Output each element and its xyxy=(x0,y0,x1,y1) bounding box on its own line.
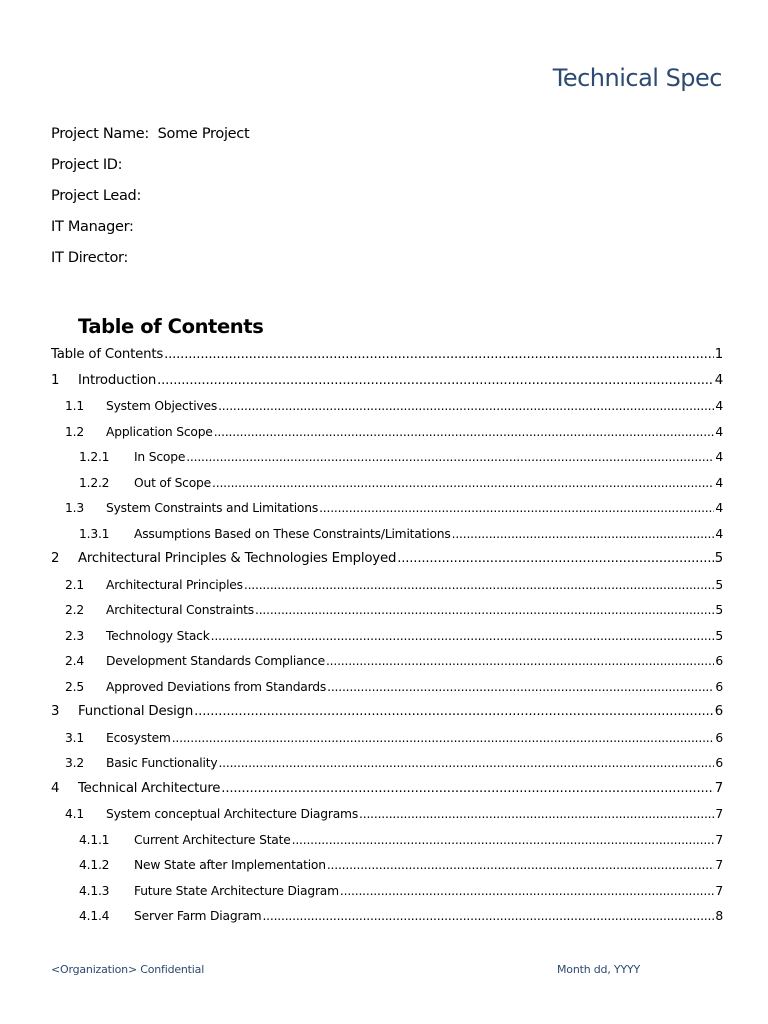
toc-entry-number: 3 xyxy=(51,704,60,719)
toc-entry-page: 8 xyxy=(715,909,723,923)
toc-entry-page: 7 xyxy=(715,858,723,872)
toc-entry[interactable] xyxy=(51,626,723,652)
toc-dot-leader xyxy=(212,473,714,493)
toc-entry-number: 4.1.1 xyxy=(79,832,110,847)
toc-entry-title: Future State Architecture Diagram xyxy=(134,881,340,901)
toc-entry-page: 4 xyxy=(715,475,723,490)
toc-dot-leader xyxy=(326,651,714,671)
toc-dot-leader xyxy=(319,498,714,518)
toc-dot-leader xyxy=(221,779,713,799)
toc-entry-number: 1.2 xyxy=(65,424,84,439)
toc-entry[interactable] xyxy=(51,779,723,805)
toc-entry-number: 4.1 xyxy=(65,807,84,821)
toc-entry-title: Introduction xyxy=(78,371,157,391)
toc-entry-number: 4.1.4 xyxy=(79,909,110,923)
toc-dot-leader xyxy=(194,702,714,722)
toc-entry-title: In Scope xyxy=(134,447,186,467)
toc-entry-line xyxy=(134,855,723,875)
toc-entry[interactable] xyxy=(51,371,723,397)
toc-entry[interactable] xyxy=(51,447,723,473)
footer-confidential: <Organization> Confidential xyxy=(51,963,205,976)
toc-dot-leader xyxy=(340,881,714,901)
toc-entry-title: System conceptual Architecture Diagrams xyxy=(106,804,359,824)
toc-entry[interactable] xyxy=(51,906,723,932)
toc-entry-page: 6 xyxy=(715,756,723,770)
toc-entry-title: Basic Functionality xyxy=(106,753,218,773)
toc-entry-page: 1 xyxy=(714,347,723,362)
toc-entry-line xyxy=(134,473,723,493)
toc-entry[interactable] xyxy=(51,881,723,907)
toc-entry-title: Architectural Principles xyxy=(106,575,244,595)
toc-entry[interactable] xyxy=(51,855,723,881)
toc-entry-title: System Objectives xyxy=(106,396,218,416)
toc-entry[interactable] xyxy=(51,524,723,550)
footer-date: Month dd, YYYY xyxy=(557,963,641,976)
toc-entry[interactable] xyxy=(51,345,723,371)
toc-entry-number: 1.3 xyxy=(65,501,84,515)
toc-entry-page: 6 xyxy=(715,679,723,694)
toc-entry-line xyxy=(134,906,723,926)
toc-entry[interactable] xyxy=(51,396,723,422)
toc-entry-line xyxy=(106,422,723,442)
project-name-label: Project Name: xyxy=(51,126,149,142)
toc-dot-leader xyxy=(214,422,715,442)
project-lead-label: Project Lead: xyxy=(51,188,142,204)
toc-entry-line xyxy=(106,626,723,646)
document-title: Technical Spec xyxy=(552,64,722,92)
toc-entry-line xyxy=(106,575,723,595)
toc-entry-title: Ecosystem xyxy=(106,728,172,748)
project-name-value: Some Project xyxy=(157,126,250,142)
toc-entry-title: Technical Architecture xyxy=(78,779,221,799)
toc-entry-line xyxy=(106,498,723,518)
toc-entry[interactable] xyxy=(51,728,723,754)
toc-entry-title: Server Farm Diagram xyxy=(134,906,262,926)
toc-entry-number: 2.4 xyxy=(65,654,84,668)
toc-dot-leader xyxy=(186,447,714,467)
toc-entry[interactable] xyxy=(51,804,723,830)
toc-entry-page: 4 xyxy=(715,424,723,439)
it-manager-row xyxy=(51,217,249,248)
toc-entry-page: 4 xyxy=(715,450,723,464)
toc-entry-page: 4 xyxy=(715,526,723,541)
toc-entry-line xyxy=(134,447,723,467)
toc-entry-title: Development Standards Compliance xyxy=(106,651,326,671)
toc-dot-leader xyxy=(262,906,714,926)
toc-entry-title: Out of Scope xyxy=(134,473,212,493)
toc-entry-number: 4.1.2 xyxy=(79,858,110,872)
toc-entry-page: 5 xyxy=(715,603,723,617)
toc-entry[interactable] xyxy=(51,575,723,601)
toc-entry-number: 1 xyxy=(51,372,60,388)
toc-entry-page: 7 xyxy=(715,807,723,821)
toc-entry-title: Architectural Constraints xyxy=(106,600,255,620)
toc-dot-leader xyxy=(218,396,714,416)
project-info xyxy=(51,124,249,279)
toc-entry[interactable] xyxy=(51,422,723,448)
toc-dot-leader xyxy=(164,345,714,365)
toc-entry-page: 5 xyxy=(715,577,723,592)
toc-entry-number: 2.1 xyxy=(65,577,84,592)
toc-entry[interactable] xyxy=(51,702,723,728)
toc-dot-leader xyxy=(255,600,714,620)
it-director-row xyxy=(51,248,249,279)
toc-entry-page: 4 xyxy=(714,372,723,388)
toc-entry-title: Table of Contents xyxy=(51,345,164,365)
project-id-row xyxy=(51,155,249,186)
toc-entry-page: 7 xyxy=(715,883,723,898)
project-lead-row xyxy=(51,186,249,217)
toc-entry[interactable] xyxy=(51,498,723,524)
toc-entry-number: 3.1 xyxy=(65,730,84,745)
toc-dot-leader xyxy=(218,753,714,773)
toc-dot-leader xyxy=(211,626,715,646)
toc-entry-line xyxy=(106,677,723,697)
toc-entry-title: Functional Design xyxy=(78,702,194,722)
toc-entry-number: 2.3 xyxy=(65,628,84,643)
toc-entry-line xyxy=(134,881,723,901)
toc-entry-number: 4.1.3 xyxy=(79,883,110,898)
toc-entry-title: System Constraints and Limitations xyxy=(106,498,319,518)
toc-entry-number: 1.1 xyxy=(65,399,84,413)
toc-entry-page: 6 xyxy=(714,704,723,719)
toc-entry-line xyxy=(78,371,723,391)
toc-entry[interactable] xyxy=(51,651,723,677)
toc-entry-line xyxy=(106,651,723,671)
toc-entry-title: Approved Deviations from Standards xyxy=(106,677,327,697)
toc-entry[interactable] xyxy=(51,600,723,626)
toc-entry-line xyxy=(106,753,723,773)
toc-dot-leader xyxy=(327,855,715,875)
toc-entry-line xyxy=(106,728,723,748)
toc-entry-page: 5 xyxy=(715,628,723,643)
toc-entry-title: Current Architecture State xyxy=(134,830,292,850)
it-manager-label: IT Manager: xyxy=(51,219,134,235)
toc-entry-line xyxy=(78,549,723,569)
it-director-label: IT Director: xyxy=(51,250,129,266)
toc-dot-leader xyxy=(452,524,715,544)
toc-dot-leader xyxy=(172,728,715,748)
toc-dot-leader xyxy=(157,371,714,391)
toc-entry-line xyxy=(106,396,723,416)
toc-entry-page: 4 xyxy=(715,399,723,413)
toc-entry-line xyxy=(134,830,723,850)
toc-entry-title: Architectural Principles & Technologies Employed xyxy=(78,549,397,569)
toc-dot-leader xyxy=(327,677,714,697)
toc-entry-page: 7 xyxy=(714,780,723,796)
toc-entry-page: 7 xyxy=(715,832,723,847)
project-id-label: Project ID: xyxy=(51,157,123,173)
toc-entry[interactable] xyxy=(51,473,723,499)
toc-entry-line xyxy=(134,524,723,544)
toc-entry-number: 3.2 xyxy=(65,756,84,770)
toc-entry[interactable] xyxy=(51,830,723,856)
toc-entry-page: 4 xyxy=(715,501,723,515)
table-of-contents xyxy=(51,345,723,932)
toc-entry-number: 2.2 xyxy=(65,603,84,617)
toc-entry-number: 2 xyxy=(51,551,60,566)
toc-entry-number: 2.5 xyxy=(65,679,84,694)
toc-entry-number: 1.3.1 xyxy=(79,526,110,541)
toc-entry-line xyxy=(78,702,723,722)
toc-dot-leader xyxy=(397,549,714,569)
toc-entry-title: New State after Implementation xyxy=(134,855,327,875)
toc-entry-title: Assumptions Based on These Constraints/Limitations xyxy=(134,524,452,544)
toc-dot-leader xyxy=(359,804,714,824)
toc-entry-title: Technology Stack xyxy=(106,626,211,646)
toc-entry[interactable] xyxy=(51,549,723,575)
toc-entry-page: 6 xyxy=(715,654,723,668)
toc-entry-line xyxy=(106,600,723,620)
toc-heading: Table of Contents xyxy=(78,315,264,338)
toc-entry-title: Application Scope xyxy=(106,422,214,442)
toc-entry-page: 5 xyxy=(714,551,723,566)
toc-dot-leader xyxy=(292,830,715,850)
toc-entry-number: 1.2.1 xyxy=(79,450,110,464)
toc-entry-line xyxy=(78,779,723,799)
toc-entry-line xyxy=(51,345,723,365)
toc-entry[interactable] xyxy=(51,677,723,703)
toc-entry[interactable] xyxy=(51,753,723,779)
toc-dot-leader xyxy=(244,575,714,595)
project-name-row xyxy=(51,124,249,155)
toc-entry-page: 6 xyxy=(715,730,723,745)
toc-entry-number: 4 xyxy=(51,780,60,796)
toc-entry-number: 1.2.2 xyxy=(79,475,110,490)
toc-entry-line xyxy=(106,804,723,824)
